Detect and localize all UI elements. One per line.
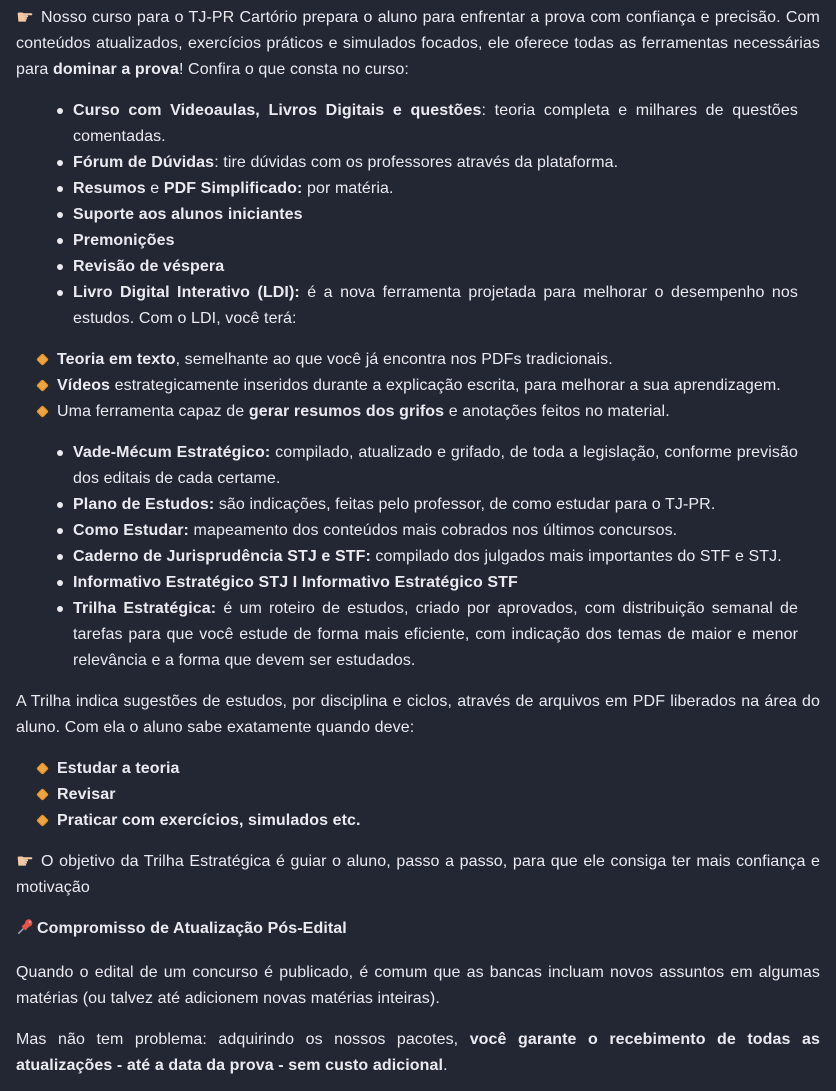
text: são indicações, feitas pelo professor, de como estudar para o TJ-PR. [214,496,716,513]
bullet-list [16,98,820,332]
text: : tire dúvidas com os professores através da plataforma. [214,154,619,171]
paragraph [16,960,820,1012]
bullet-icon [57,186,63,192]
text: compilado dos julgados mais importantes do STF e STJ. [370,548,782,565]
paragraph [16,5,820,83]
list-item [38,756,820,782]
text: é um roteiro de estudos, criado por aprovados, com distribuição semanal de tarefas para que você estude de forma mais eficiente, com indicação dos temas de maior e menor relevância e a forma que devem ser estudados. [73,600,798,669]
bold-text: você garante o recebimento de todas as atualizações - até a data da prova - sem custo adicional [16,1031,821,1074]
list-item [57,176,798,202]
bullet-icon [57,554,63,560]
list-item [38,347,820,373]
text: : teoria completa e milhares de questões comentadas. [73,102,798,145]
diamond-icon [36,353,49,366]
bold-text: Suporte aos alunos iniciantes [73,206,303,223]
bold-text: Teoria em texto [57,351,176,368]
list-item [57,228,798,254]
list-item [57,518,798,544]
bold-text: Trilha Estratégica: [73,600,217,617]
bullet-icon [57,238,63,244]
bullet-icon [57,580,63,586]
bullet-icon [57,502,63,508]
text: ! Confira o que consta no curso: [178,61,409,78]
diamond-icon [36,788,49,801]
bullet-icon [57,212,63,218]
pointing-hand-icon: ☛ [16,5,35,29]
diamond-list [16,756,820,834]
bold-text: gerar resumos dos grifos [248,403,445,420]
bullet-icon [57,264,63,270]
bullet-icon [57,450,63,456]
bullet-icon [57,160,63,166]
bold-text: Como Estudar: [73,522,189,539]
pointing-hand-icon: ☛ [16,849,35,873]
bullet-icon [57,290,63,296]
diamond-icon [36,405,49,418]
bold-text: Praticar com exercícios, simulados etc. [57,812,361,829]
bold-text: Premonições [73,232,175,249]
list-item [57,492,798,518]
text: e [145,180,164,197]
text: estrategicamente inseridos durante a explicação escrita, para melhorar a sua aprendizagem. [110,377,781,394]
text: por matéria. [302,180,394,197]
diamond-icon [36,814,49,827]
text: é a nova ferramenta projetada para melhorar o desempenho nos estudos. Com o LDI, você terá: [73,284,799,327]
bold-text: dominar a prova [52,61,179,78]
text: Nosso curso para o TJ-PR Cartório prepara o aluno para enfrentar a prova com confiança e precisão. Com conteúdos atualizados, exercícios práticos e simulados focados, ele oferece todas as ferramentas necessárias para [16,9,820,78]
list-item [57,150,798,176]
bold-text: Resumos [73,180,146,197]
paragraph [16,689,820,741]
text: Uma ferramenta capaz de [57,403,249,420]
bold-text: Curso com Videoaulas, Livros Digitais e questões [73,102,482,119]
list-item [38,373,820,399]
text: e anotações feitos no material. [444,403,670,420]
bold-text: Vídeos [57,377,111,394]
text: A Trilha indica sugestões de estudos, por disciplina e ciclos, através de arquivos em PDF liberados na área do aluno. Com ela o aluno sabe exatamente quando deve: [16,693,820,736]
text: . [443,1057,448,1074]
list-item [57,440,798,492]
list-item [57,596,798,674]
course-description-page [16,5,820,1079]
diamond-icon [36,379,49,392]
bullet-icon [57,108,63,114]
text: Quando o edital de um concurso é publicado, é comum que as bancas incluam novos assuntos em algumas matérias (ou talvez até adicionem novas matérias inteiras). [16,964,820,1007]
text: , semelhante ao que você já encontra nos PDFs tradicionais. [175,351,613,368]
bullet-list [16,440,820,674]
list-item [57,570,798,596]
diamond-icon [36,762,49,775]
text: compilado, atualizado e grifado, de toda a legislação, conforme previsão dos editais de cada certame. [73,444,799,487]
list-item [57,280,798,332]
list-item [38,782,820,808]
paragraph [16,849,820,901]
list-item [38,399,820,425]
bold-text: Livro Digital Interativo (LDI): [73,284,300,301]
bold-text: Informativo Estratégico STJ I Informativo Estratégico STF [73,574,518,591]
text: O objetivo da Trilha Estratégica é guiar o aluno, passo a passo, para que ele consiga ter mais confiança e motivação [16,853,820,896]
bold-text: Fórum de Dúvidas [73,154,215,171]
text: Mas não tem problema: adquirindo os nossos pacotes, [16,1031,470,1048]
section-heading [16,916,820,945]
bold-text: Vade-Mécum Estratégico: [73,444,271,461]
pushpin-icon [16,917,35,945]
bold-text: PDF Simplificado: [163,180,303,197]
bullet-icon [57,606,63,612]
list-item [57,544,798,570]
bold-text: Caderno de Jurisprudência STJ e STF: [73,548,371,565]
list-item [57,254,798,280]
list-item [57,98,798,150]
bold-text: Revisão de véspera [73,258,225,275]
bold-text: Plano de Estudos: [73,496,215,513]
bold-text: Compromisso de Atualização Pós-Edital [37,920,347,937]
diamond-list [16,347,820,425]
bullet-icon [57,528,63,534]
paragraph [16,1027,820,1079]
list-item [38,808,820,834]
list-item [57,202,798,228]
text: mapeamento dos conteúdos mais cobrados nos últimos concursos. [188,522,678,539]
bold-text: Estudar a teoria [57,760,180,777]
bold-text: Revisar [57,786,116,803]
